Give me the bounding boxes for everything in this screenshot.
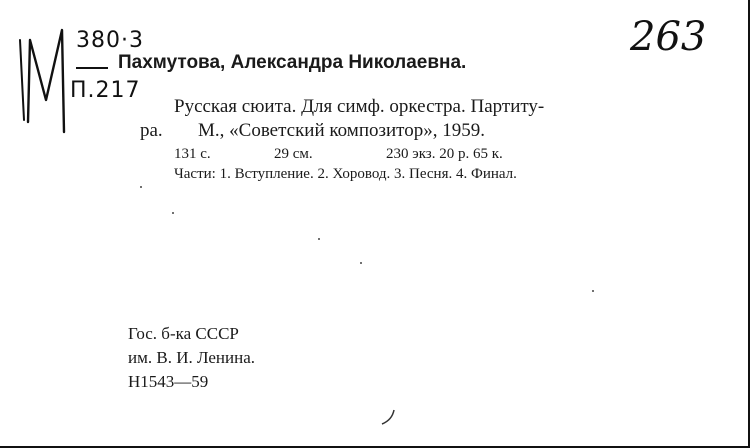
library-name: Гос. б-ка СССР — [128, 324, 239, 343]
card-number: Н1543—59 — [128, 372, 209, 391]
classification-number: 380·3 — [76, 28, 144, 53]
print-run-price: 230 экз. 20 р. 65 к. — [386, 146, 503, 162]
publication-info: М., «Советский композитор», 1959. — [198, 120, 485, 141]
shelf-mark: П.217 — [70, 78, 141, 103]
inventory-number: 263 — [630, 14, 707, 60]
library-dedication: им. В. И. Ленина. — [128, 348, 256, 367]
author-heading: Пахмутова, Александра Николаевна. — [118, 52, 467, 73]
title-line-1: Русская сюита. Для симф. оркестра. Партиту- — [174, 96, 545, 117]
page-count: 131 с. — [174, 146, 211, 162]
parts-list: Части: 1. Вступление. 2. Хоровод. 3. Песня. 4. Финал. — [174, 166, 517, 182]
title-line-2: ра. — [140, 120, 163, 141]
size: 29 см. — [274, 146, 313, 162]
